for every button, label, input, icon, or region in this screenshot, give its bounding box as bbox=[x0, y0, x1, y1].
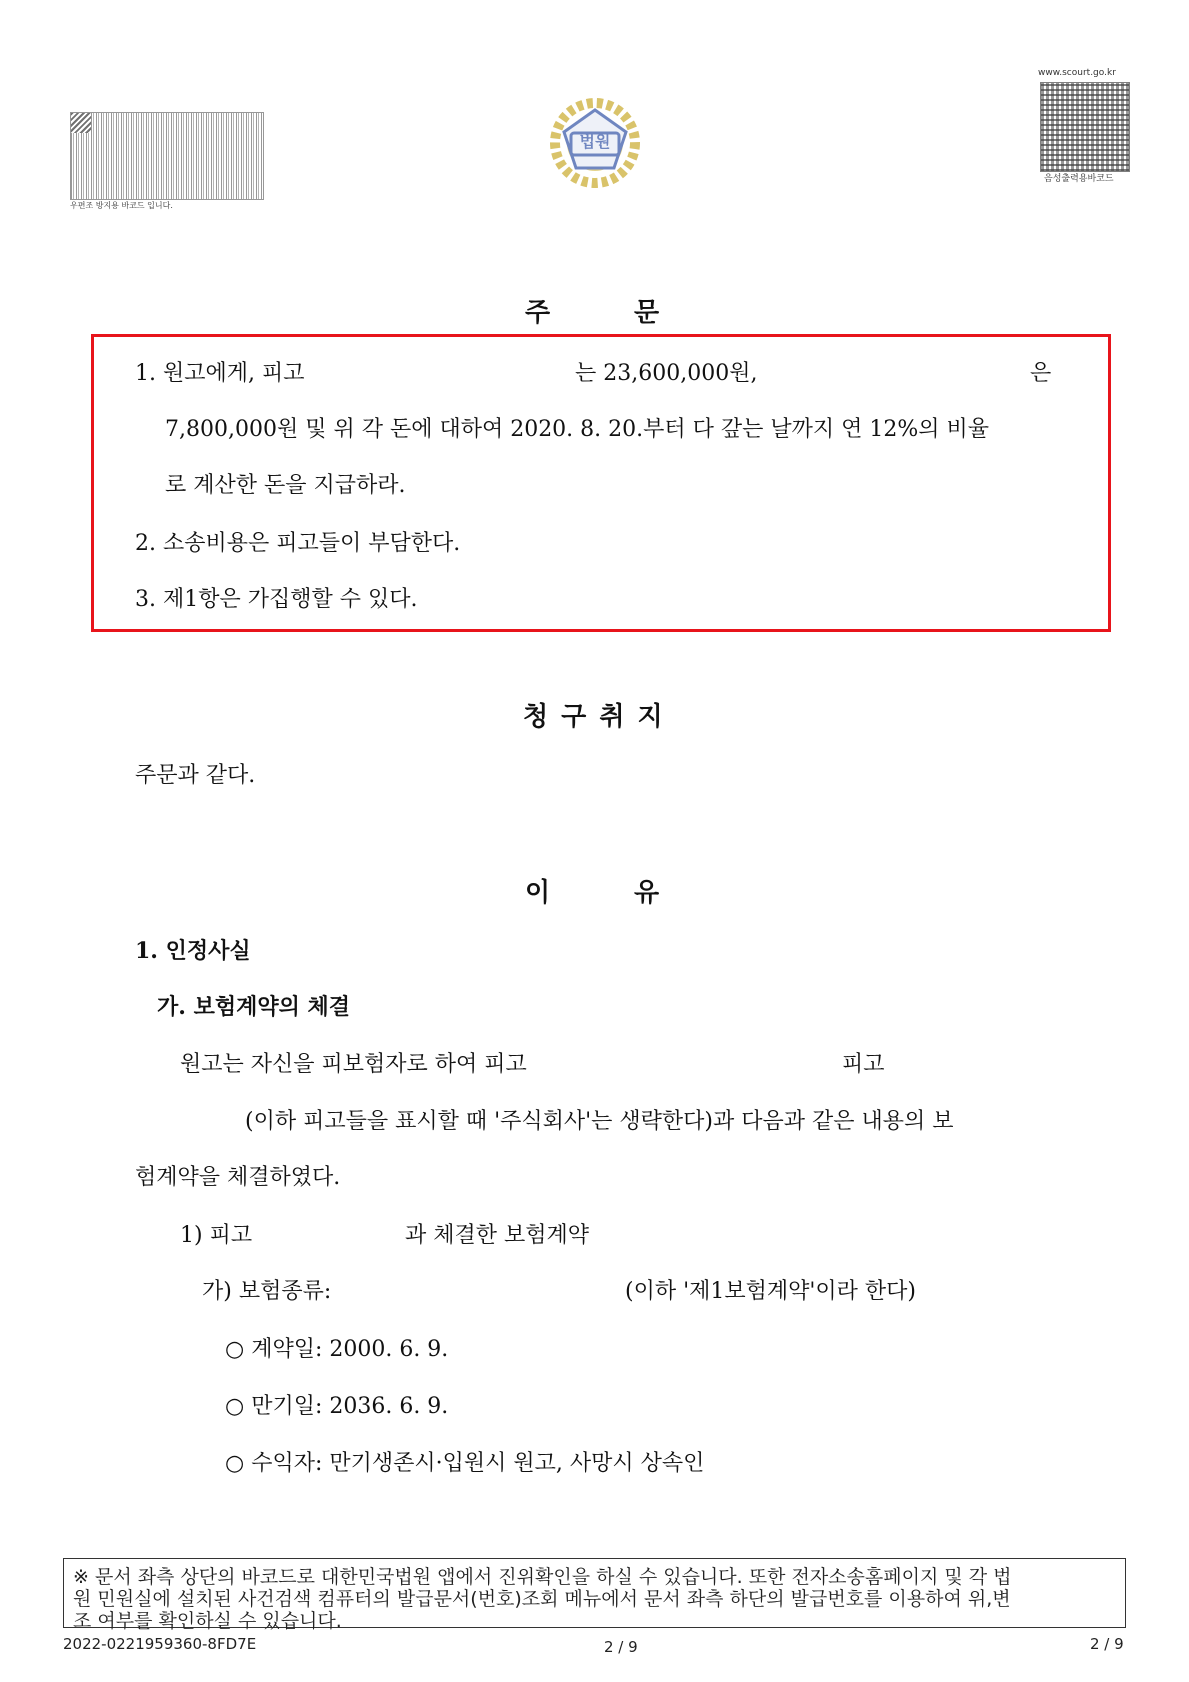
site-url: www.scourt.go.kr bbox=[1038, 68, 1116, 78]
order-item2: 2. 소송비용은 피고들이 부담한다. bbox=[135, 531, 461, 556]
audio-qr-code bbox=[1040, 82, 1130, 172]
order-item1-particle: 은 bbox=[1030, 361, 1052, 386]
notice-line-3: 조 여부를 확인하실 수 있습니다. bbox=[73, 1610, 342, 1632]
contract1-type-alias: (이하 '제1보험계약'이라 한다) bbox=[625, 1279, 917, 1304]
qr-caption: 음성출력용바코드 bbox=[1044, 174, 1114, 184]
order-item1-line3: 로 계산한 돈을 지급하라. bbox=[165, 473, 406, 498]
order-item1-start: 1. 원고에게, 피고 bbox=[135, 361, 305, 386]
notice-line-1: ※ 문서 좌측 상단의 바코드로 대한민국법원 앱에서 진위확인을 하실 수 있습니다. 또한 전자소송홈페이지 및 각 법 bbox=[73, 1566, 1012, 1588]
claim-text: 주문과 같다. bbox=[135, 763, 256, 788]
page-number-center: 2 / 9 bbox=[604, 1638, 638, 1656]
paragraph1-line3: 험계약을 체결하였다. bbox=[135, 1165, 341, 1190]
bullet-maturity-date: ○ 만기일: 2036. 6. 9. bbox=[225, 1394, 449, 1419]
bullet-contract-date: ○ 계약일: 2000. 6. 9. bbox=[225, 1337, 449, 1362]
reason-heading-part2: 유 bbox=[634, 878, 662, 908]
barcode-caption: 우편조 방지용 바코드 입니다. bbox=[70, 201, 173, 210]
notice-line-2: 원 민원실에 설치된 사건검색 컴퓨터의 발급문서(번호)조회 메뉴에서 문서 좌측 하단의 발급번호를 이용하여 위,변 bbox=[73, 1588, 1011, 1610]
contract1-heading-start: 1) 피고 bbox=[180, 1223, 253, 1248]
order-item1-line2: 7,800,000원 및 위 각 돈에 대하여 2020. 8. 20.부터 다 갚는 날까지 연 12%의 비율 bbox=[165, 417, 990, 442]
order-heading-part1: 주 bbox=[525, 298, 553, 328]
seal-label: 법원 bbox=[579, 132, 611, 151]
paragraph1-start: 원고는 자신을 피보험자로 하여 피고 bbox=[180, 1052, 527, 1077]
bullet-beneficiary: ○ 수익자: 만기생존시·입원시 원고, 사망시 상속인 bbox=[225, 1451, 705, 1476]
contract1-type-label: 가) 보험종류: bbox=[202, 1279, 332, 1304]
authenticity-barcode bbox=[70, 112, 264, 200]
issue-number: 2022-0221959360-8FD7E bbox=[63, 1635, 257, 1653]
subsection-title-contract: 가. 보험계약의 체결 bbox=[157, 994, 350, 1020]
order-item3: 3. 제1항은 가집행할 수 있다. bbox=[135, 587, 418, 612]
reason-heading-part1: 이 bbox=[525, 878, 553, 908]
section-title-facts: 1. 인정사실 bbox=[135, 938, 251, 964]
paragraph1-defendant: 피고 bbox=[842, 1052, 885, 1077]
order-heading-part2: 문 bbox=[634, 298, 662, 328]
page-number-right: 2 / 9 bbox=[1090, 1635, 1124, 1653]
claim-heading: 청 구 취 지 bbox=[523, 702, 665, 732]
paragraph1-line2: (이하 피고들을 표시할 때 '주식회사'는 생략한다)과 다음과 같은 내용의 보 bbox=[245, 1109, 954, 1134]
contract1-heading-end: 과 체결한 보험계약 bbox=[405, 1223, 590, 1248]
order-item1-amount: 는 23,600,000원, bbox=[575, 361, 758, 386]
